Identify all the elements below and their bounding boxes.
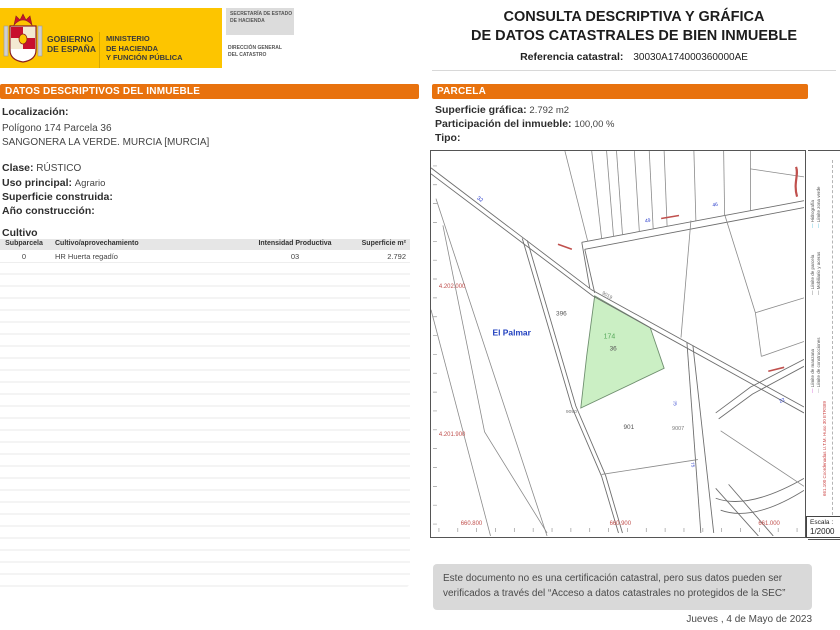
parcel-label-9019: 9019	[600, 291, 613, 302]
road-number-32: 32	[475, 195, 484, 204]
scale-value: 1/2000	[810, 527, 835, 536]
col-superficie-m2: Superficie m²	[361, 240, 406, 247]
secretaria-estado-box: SECRETARÍA DE ESTADO DE HACIENDA	[226, 8, 294, 35]
cadastral-reference-label: Referencia catastral:	[520, 51, 624, 63]
localizacion-line1: Polígono 174 Parcela 36	[2, 123, 112, 134]
col-cultivo-aprovechamiento: Cultivo/aprovechamiento	[55, 240, 139, 247]
utm-coord-bottom-left: 4.201.900	[438, 431, 466, 438]
parcel-label-901: 901	[623, 423, 635, 431]
superficie-grafica-label: Superficie gráfica:	[435, 104, 527, 116]
cell-superficie: 2.792	[387, 252, 406, 261]
clase-value: RÚSTICO	[36, 163, 82, 174]
document-title	[432, 8, 836, 71]
localizacion-label: Localización:	[2, 106, 69, 118]
anio-construccion-label: Año construcción:	[2, 205, 95, 217]
clase-label: Clase:	[2, 162, 34, 174]
utm-coord-x3: 661.000	[758, 521, 780, 528]
uso-principal-field	[2, 177, 105, 189]
road-number-75b: 75	[689, 461, 696, 468]
left-axis-ticks	[433, 166, 437, 524]
gobierno-espana-label: GOBIERNO DE ESPAÑA	[47, 34, 96, 54]
cultivo-title: Cultivo	[2, 227, 38, 239]
sidebar-fine-print-illegible	[832, 160, 834, 520]
superficie-grafica-field	[435, 104, 569, 116]
legend-hidrografia: — Hidrografía	[810, 166, 815, 228]
col-intensidad-productiva: Intensidad Productiva	[258, 240, 332, 247]
map-legend-strip	[808, 150, 840, 540]
title-line-1: CONSULTA DESCRIPTIVA Y GRÁFICA	[503, 9, 765, 25]
subject-polygon-number: 174	[603, 333, 616, 341]
cadastral-reference-value: 30030A174000360000AE	[633, 52, 748, 63]
cell-intensidad: 03	[290, 252, 300, 261]
ministerio-label: MINISTERIO DE HACIENDA Y FUNCIÓN PÚBLICA	[106, 34, 183, 62]
road-number-49: 49	[644, 218, 652, 225]
participacion-value: 100,00 %	[574, 119, 615, 130]
spain-coat-of-arms-icon	[2, 12, 44, 64]
localizacion-line2: SANGONERA LA VERDE. MURCIA [MURCIA]	[2, 137, 210, 148]
cultivo-table-row	[0, 251, 410, 263]
participacion-field	[435, 118, 614, 130]
section-header-parcela: PARCELA	[432, 84, 808, 99]
uso-principal-value: Agrario	[74, 178, 106, 189]
superficie-grafica-value: 2.792 m2	[529, 105, 570, 116]
col-subparcela: Subparcela	[5, 240, 43, 247]
cell-cultivo: HR Huerta regadío	[55, 252, 118, 261]
superficie-construida-label: Superficie construida:	[2, 191, 113, 203]
legend-limite-manzana: — Límite de manzana	[810, 331, 815, 393]
section-header-datos-descriptivos: DATOS DESCRIPTIVOS DEL INMUEBLE	[0, 84, 419, 99]
road-number-75a: 75	[672, 400, 678, 407]
title-line-2: DE DATOS CATASTRALES DE BIEN INMUEBLE	[471, 28, 797, 44]
utm-coord-x1: 660.800	[460, 521, 483, 528]
cell-subparcela: 0	[21, 252, 27, 261]
parcel-label-9007: 9007	[672, 425, 685, 432]
disclaimer-box: Este documento no es una certificación catastral, pero sus datos pueden ser verificados a través del “Acceso a datos catastrales no protegidos de la SEC”	[433, 564, 812, 610]
cadastral-reference	[432, 51, 836, 63]
tipo-label: Tipo:	[435, 132, 461, 144]
superficie-construida-field	[2, 191, 113, 203]
road-number-22: 22	[778, 397, 787, 405]
banner-divider	[99, 32, 100, 68]
parcel-label-9090: 9090	[565, 409, 577, 415]
scale-label: Escala :	[810, 519, 834, 526]
legend-mobiliario-aceras: — Mobiliario y aceras	[816, 229, 821, 295]
empty-table-rows	[0, 263, 410, 589]
utm-coord-top-left: 4.202.000	[438, 283, 466, 290]
scale-box	[806, 516, 840, 538]
cultivo-table-header	[0, 239, 410, 250]
legend-limite-zona-verde: — Límite zona verde	[816, 166, 821, 228]
uso-principal-label: Uso principal:	[2, 177, 73, 189]
cadastral-map	[430, 150, 806, 538]
clase-field	[2, 162, 81, 174]
cadastral-map-svg	[431, 151, 804, 536]
government-banner	[0, 8, 222, 68]
date-stamp: Jueves , 4 de Mayo de 2023	[686, 614, 812, 625]
place-label: El Palmar	[492, 327, 531, 338]
legend-limite-parcela: — Límite de parcela	[810, 229, 815, 295]
direccion-general-catastro-label: DIRECCIÓN GENERAL DEL CATASTRO	[228, 45, 282, 58]
participacion-label: Participación del inmueble:	[435, 118, 572, 130]
legend-limite-construcciones: — Límite de construcciones	[816, 331, 821, 393]
legend-utm-note: 661.100 Coordenadas U.T.M. Huso 30 ETRS89	[822, 400, 827, 496]
subject-parcel-number: 36	[609, 345, 617, 353]
road-number-46: 46	[712, 202, 719, 209]
anio-construccion-field	[2, 205, 95, 217]
tipo-field	[435, 132, 460, 144]
parcel-label-396: 396	[555, 310, 567, 318]
utm-coord-x2: 660.900	[609, 521, 632, 528]
